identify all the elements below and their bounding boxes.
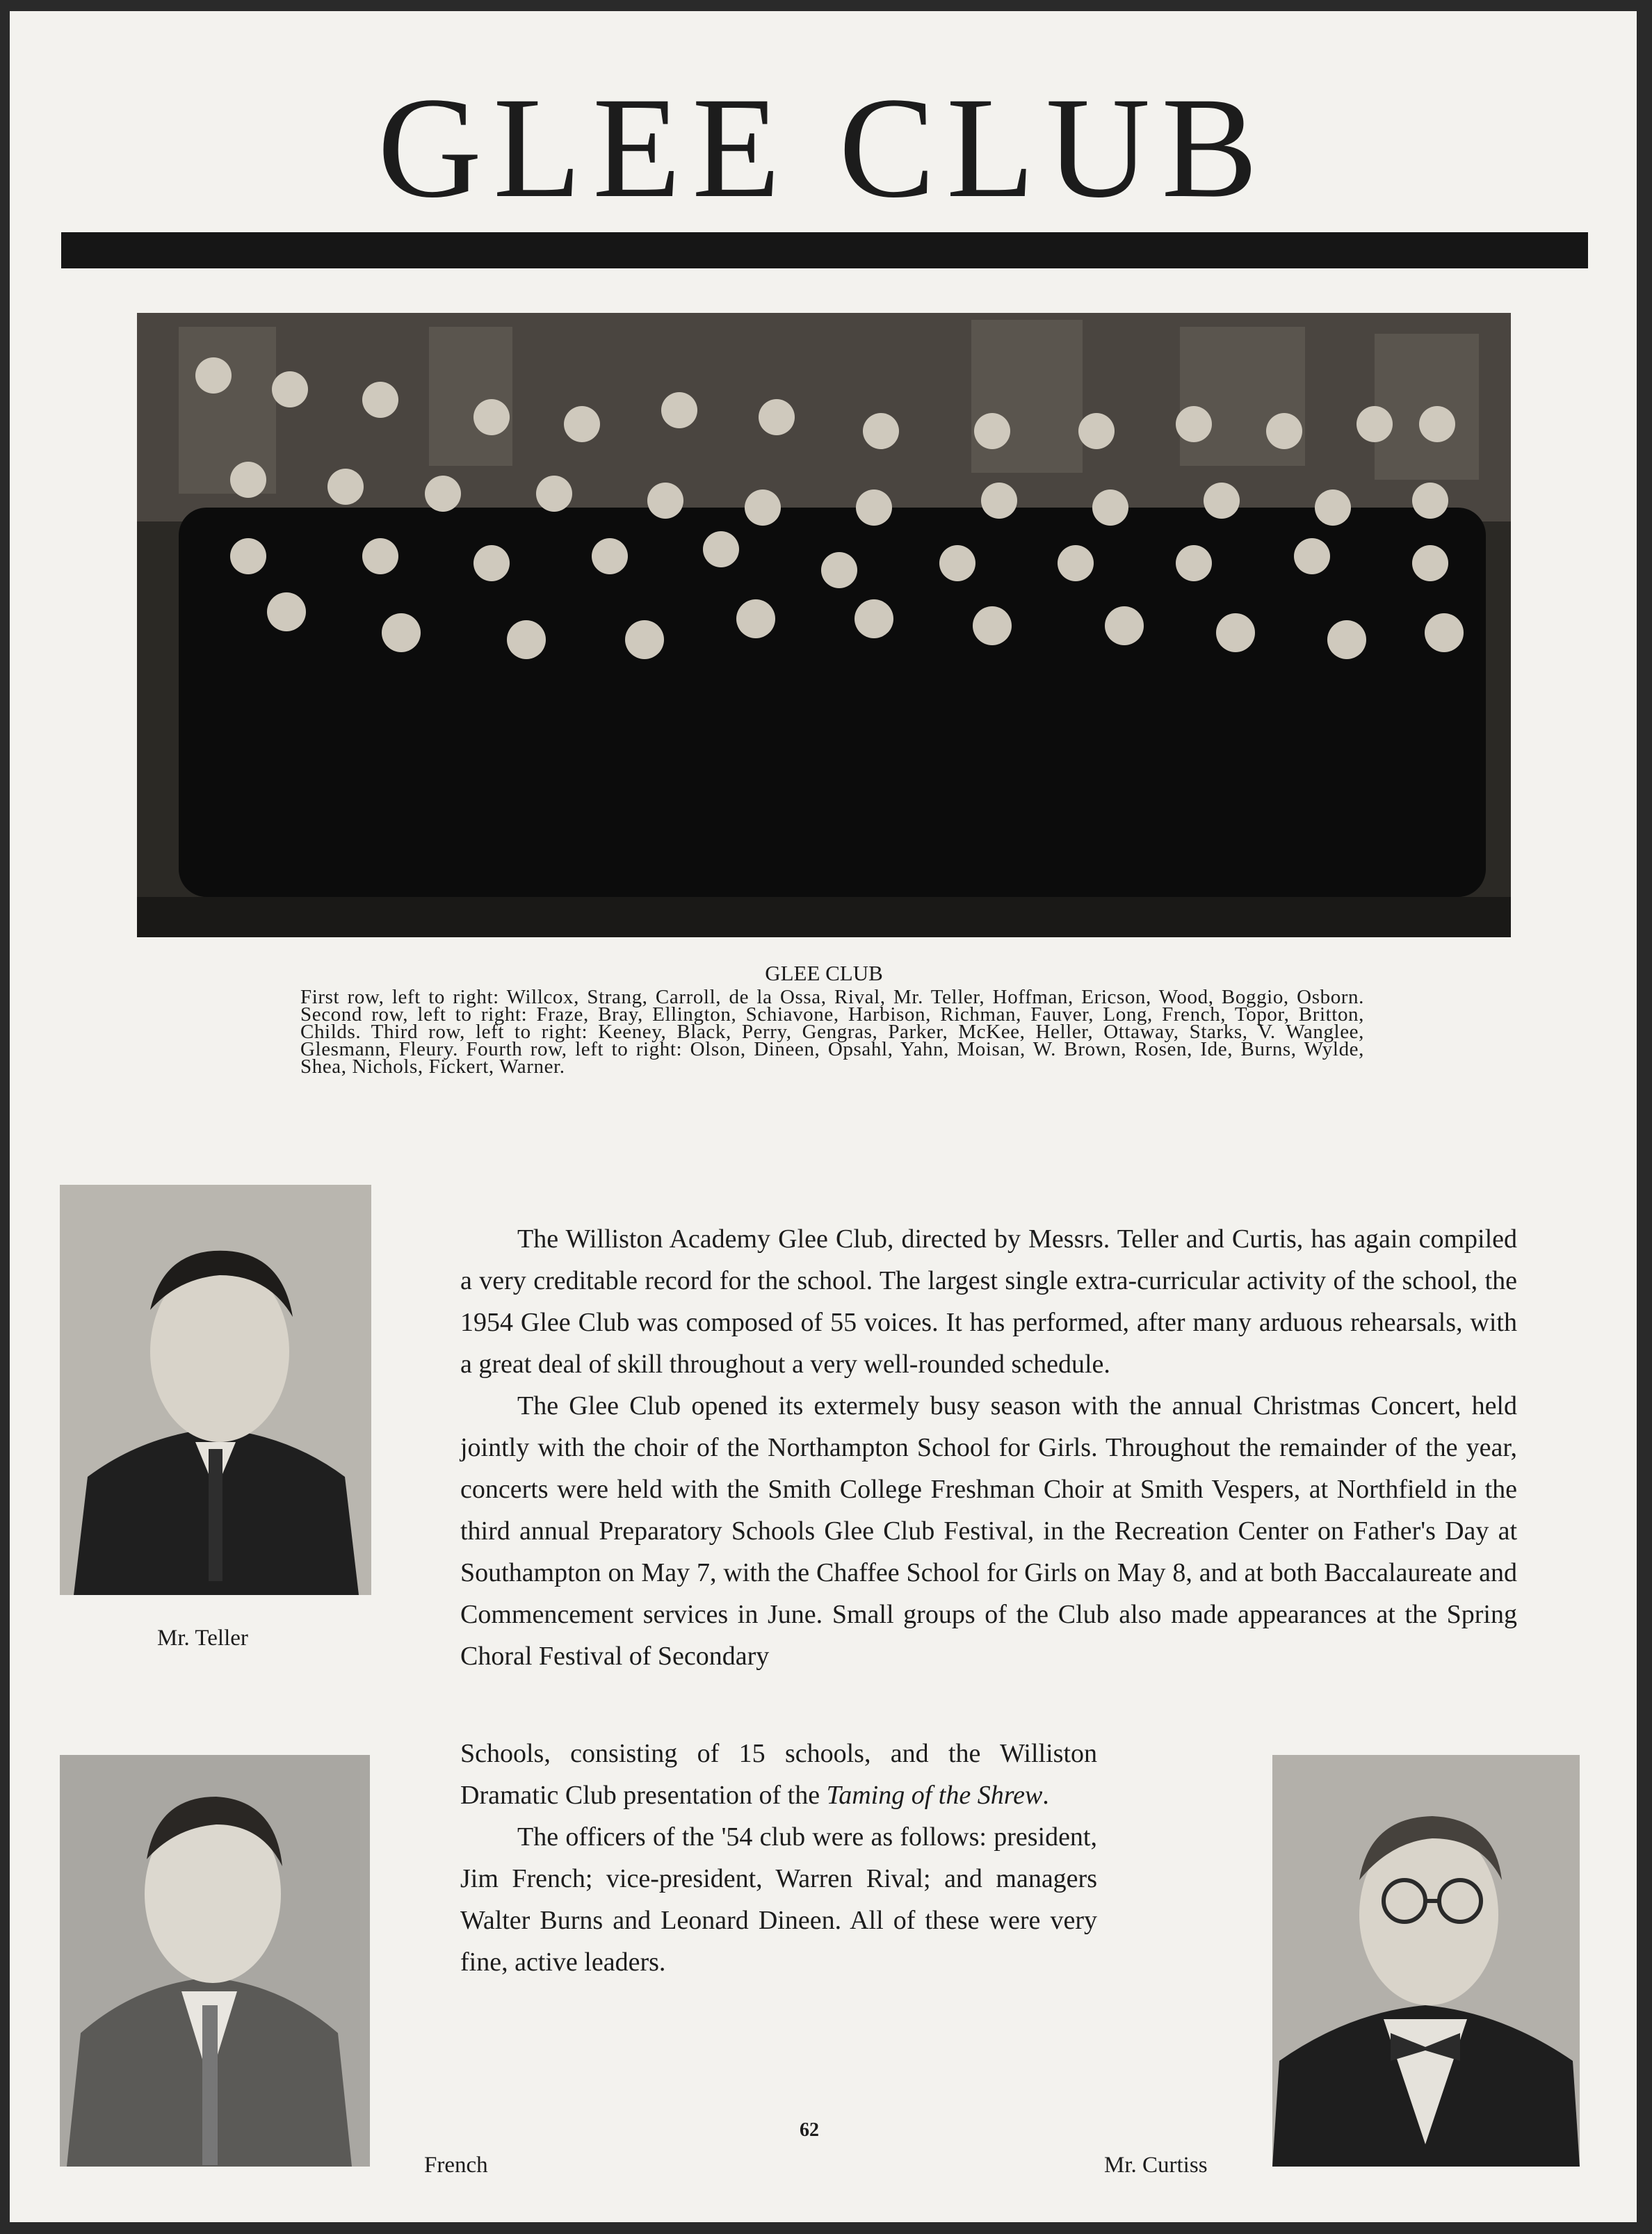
mr-curtiss-portrait: [1272, 1755, 1580, 2167]
group-photo-caption: First row, left to right: Willcox, Strang, Carroll, de la Ossa, Rival, Mr. Teller, Hoffman, Ericson, Wood, Boggio, Osborn. Second row, left to right: Fraze, Bray, Ellington, Schiavone, Harbison, Richman, Fauver, Long, French, Topor, Britton, Childs. Third row, left to right: Keeney, Black, Perry, Gengras, Parker, McKee, Heller, Ottaway, Starks, V. Wanglee, Glesmann, Fleury. Fourth row, left to right: Olson, Dineen, Opsahl, Yahn, Moisan, W. Brown, Rosen, Ide, Burns, Wylde, Shea, Nichols, Fickert, Warner.: [300, 986, 1364, 1078]
page-number: 62: [800, 2119, 819, 2141]
french-caption: French: [424, 2153, 488, 2178]
article-paragraph-2-continued: [460, 1733, 1097, 1816]
article-paragraph-2-text: Schools, consisting of 15 schools, and the Williston Dramatic Club presentation of the: [460, 1739, 1097, 1810]
group-photo-caption-title: GLEE CLUB: [765, 961, 883, 985]
play-title: Taming of the Shrew: [826, 1781, 1043, 1810]
mr-teller-portrait: [60, 1185, 371, 1595]
article-column-main: [460, 1218, 1517, 1677]
title-rule: [61, 232, 1588, 268]
article-paragraph-2: The Glee Club opened its extermely busy season with the annual Christmas Concert, held jointly with the choir of the Northampton School for Girls. Throughout the remainder of the year, concerts were held with the Smith College Freshman Choir at Smith Vespers, at Northfield in the third annual Preparatory Schools Glee Club Festival, in the Recreation Center on Father's Day at Southampton on May 7, with the Chaffee School for Girls on May 8, and at both Baccalaureate and Commencement services in June. Small groups of the Club also made appearances at the Spring Choral Festival of Secondary: [460, 1391, 1517, 1671]
french-portrait: [60, 1755, 370, 2167]
article-paragraph-3: The officers of the '54 club were as follows: president, Jim French; vice-president, Warren Rival; and managers Walter Burns and Leonard Dineen. All of these were very fine, active leaders.: [460, 1822, 1097, 1977]
article-paragraph-1: The Williston Academy Glee Club, directed by Messrs. Teller and Curtis, has again compiled a very creditable record for the school. The largest single extra-curricular activity of the school, the 1954 Glee Club was composed of 55 voices. It has performed, after many arduous rehearsals, with a great deal of skill throughout a very well-rounded schedule.: [460, 1224, 1517, 1379]
article-column-lower: [460, 1733, 1097, 1983]
glee-club-group-photo: [137, 313, 1511, 937]
mr-curtiss-caption: Mr. Curtiss: [1104, 2153, 1208, 2178]
mr-teller-caption: Mr. Teller: [157, 1626, 248, 1651]
yearbook-page: [10, 11, 1637, 2222]
page-title: GLEE CLUB: [377, 67, 1270, 227]
article-paragraph-2-end: .: [1042, 1781, 1049, 1810]
